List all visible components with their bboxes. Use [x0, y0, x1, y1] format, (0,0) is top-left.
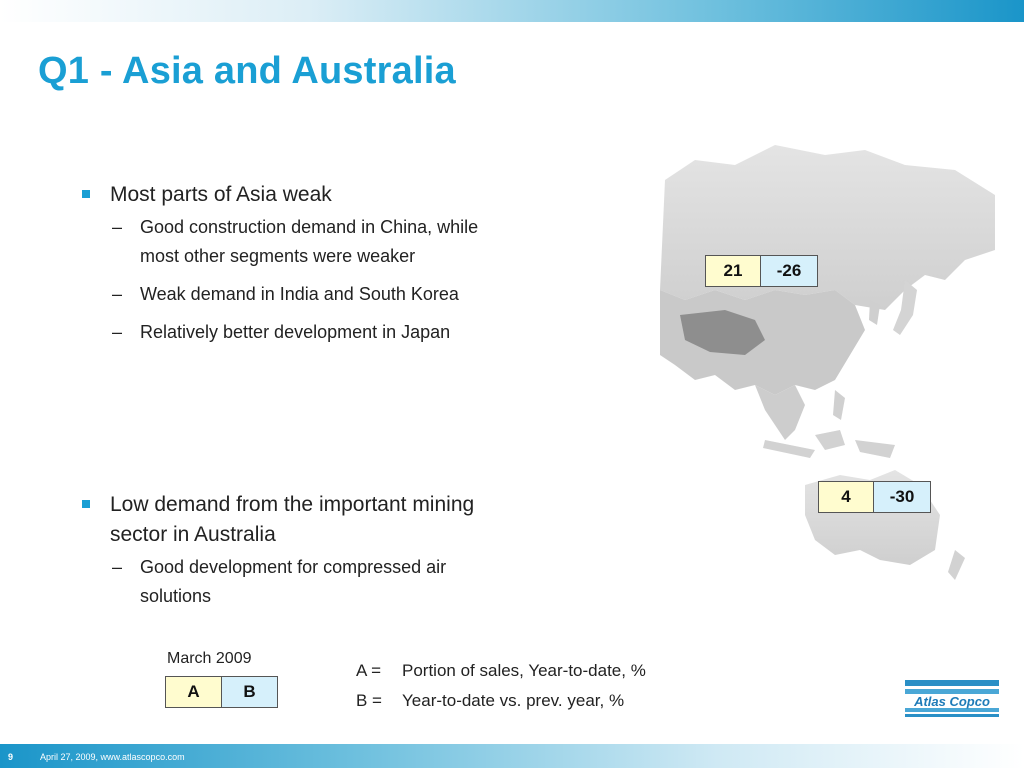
- dash-icon: –: [112, 322, 123, 342]
- bullet-square-icon: [82, 190, 90, 198]
- svg-text:Atlas Copco: Atlas Copco: [914, 694, 990, 709]
- bullet-text: Most parts of Asia weak: [110, 183, 332, 206]
- bullet-square-icon: [82, 500, 90, 508]
- asia-australia-map: [655, 140, 1000, 590]
- asia-value-b: -26: [761, 256, 817, 286]
- definition-text: Year-to-date vs. prev. year, %: [402, 691, 625, 710]
- bullet-text: Low demand from the important mining sector in Australia: [110, 493, 475, 546]
- slide-title: Q1 - Asia and Australia: [38, 50, 456, 92]
- sub-bullet-item: [80, 280, 500, 309]
- page-number: 9: [8, 752, 14, 762]
- dash-icon: –: [112, 217, 123, 237]
- definition-row: [356, 656, 646, 686]
- bullet-item: [80, 490, 500, 550]
- definition-key: B =: [356, 691, 382, 710]
- atlas-copco-logo: [903, 678, 1001, 718]
- dash-icon: –: [112, 557, 123, 577]
- sub-bullet-item: [80, 318, 500, 347]
- bullet-group-australia: [80, 490, 500, 611]
- sub-bullet-item: [80, 213, 500, 271]
- legend-definitions: [356, 656, 646, 716]
- sub-bullet-text: Weak demand in India and South Korea: [140, 284, 459, 304]
- dash-icon: –: [112, 284, 123, 304]
- definition-key: A =: [356, 661, 382, 680]
- sub-bullet-text: Good construction demand in China, while most other segments were weaker: [140, 217, 479, 266]
- footer-text: April 27, 2009, www.atlascopco.com: [40, 752, 185, 762]
- australia-value-box: [818, 481, 931, 513]
- sub-bullet-text: Good development for compressed air solutions: [140, 557, 447, 606]
- asia-value-a: 21: [706, 256, 761, 286]
- definition-row: [356, 686, 646, 716]
- legend-box: [165, 676, 278, 708]
- sub-bullet-text: Relatively better development in Japan: [140, 322, 451, 342]
- definition-text: Portion of sales, Year-to-date, %: [402, 661, 646, 680]
- legend-a: A: [166, 677, 222, 707]
- asia-value-box: [705, 255, 818, 287]
- australia-value-a: 4: [819, 482, 874, 512]
- sub-bullet-item: [80, 553, 500, 611]
- australia-value-b: -30: [874, 482, 930, 512]
- bullet-item: [80, 180, 500, 210]
- legend-caption: March 2009: [167, 650, 252, 667]
- bullet-group-asia: [80, 180, 500, 347]
- header-bar: [0, 0, 1024, 22]
- legend-b: B: [222, 677, 277, 707]
